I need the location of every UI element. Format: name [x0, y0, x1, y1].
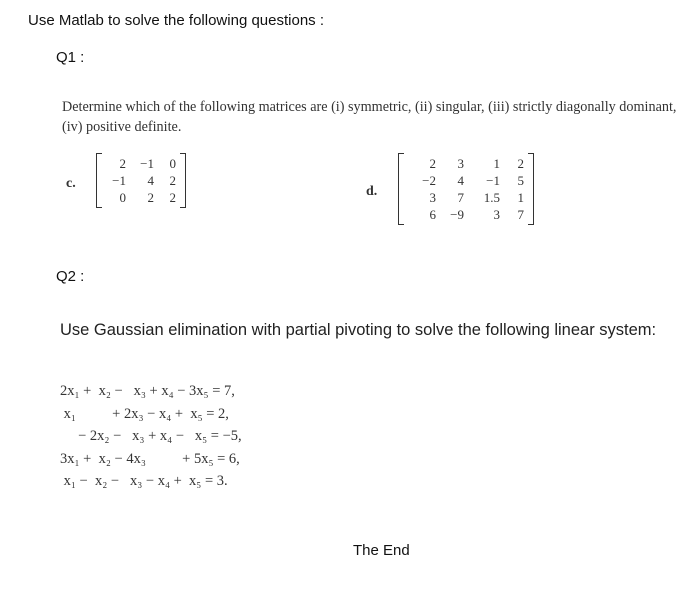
- matrix-cell: 2: [169, 173, 176, 188]
- q2-task-text: Use Gaussian elimination with partial pivoting to solve the following linear system:: [60, 321, 657, 339]
- intro-text: Use Matlab to solve the following questions :: [28, 12, 324, 29]
- matrix-cell: −9: [450, 207, 464, 222]
- matrix-cell: 0: [169, 156, 176, 171]
- matrix-cell: 2: [147, 190, 154, 205]
- matrix-cell: 2: [119, 156, 126, 171]
- matrix-cell: 1: [517, 190, 524, 205]
- matrix-cell: 2: [429, 156, 436, 171]
- matrix-cell: −1: [112, 173, 126, 188]
- matrix-d-grid: [404, 153, 528, 225]
- matrix-cell: 2: [169, 190, 176, 205]
- matrix-c-label: c.: [66, 176, 76, 191]
- matrix-cell: 3: [457, 156, 464, 171]
- matrix-cell: −1: [140, 156, 154, 171]
- matrix-cell: 1: [493, 156, 500, 171]
- matrix-d-right-bracket: [528, 153, 534, 225]
- matrix-cell: 3: [493, 207, 500, 222]
- equation-row: 2x₁ + x₂ − x₃ + x₄ − 3x₅ = 7,: [60, 383, 235, 399]
- matrix-cell: −1: [486, 173, 500, 188]
- matrix-c: [96, 153, 186, 208]
- q1-problem-text: Determine which of the following matrices are (i) symmetric, (ii) singular, (iii) strictly diagonally dominant, (iv) positive definite.: [62, 99, 677, 135]
- matrix-cell: 2: [517, 156, 524, 171]
- matrix-cell: 1.5: [483, 190, 500, 205]
- matrix-d-label: d.: [366, 184, 378, 199]
- matrix-d: [398, 153, 534, 225]
- the-end-text: The End: [353, 542, 410, 559]
- matrix-cell: 4: [457, 173, 464, 188]
- equation-row: x₁ − x₂ − x₃ − x₄ + x₅ = 3.: [60, 473, 228, 489]
- matrix-cell: 7: [517, 207, 524, 222]
- matrix-cell: 7: [457, 190, 464, 205]
- equation-row: 3x₁ + x₂ − 4x₃ + 5x₅ = 6,: [60, 450, 240, 467]
- matrix-cell: 5: [517, 173, 524, 188]
- equation-row: x₁ + 2x₃ − x₄ + x₅ = 2,: [60, 405, 229, 422]
- matrix-c-right-bracket: [180, 153, 186, 208]
- matrix-cell: −2: [422, 173, 436, 188]
- matrix-cell: 0: [119, 190, 126, 205]
- matrix-c-grid: [102, 153, 180, 208]
- matrix-cell: 3: [429, 190, 436, 205]
- linear-system: [60, 380, 242, 493]
- q1-label: Q1 :: [56, 49, 85, 66]
- matrix-cell: 6: [429, 207, 436, 222]
- q2-label: Q2 :: [56, 268, 85, 285]
- equation-row: − 2x₂ − x₃ + x₄ − x₅ = −5,: [60, 428, 242, 444]
- matrix-cell: 4: [147, 173, 154, 188]
